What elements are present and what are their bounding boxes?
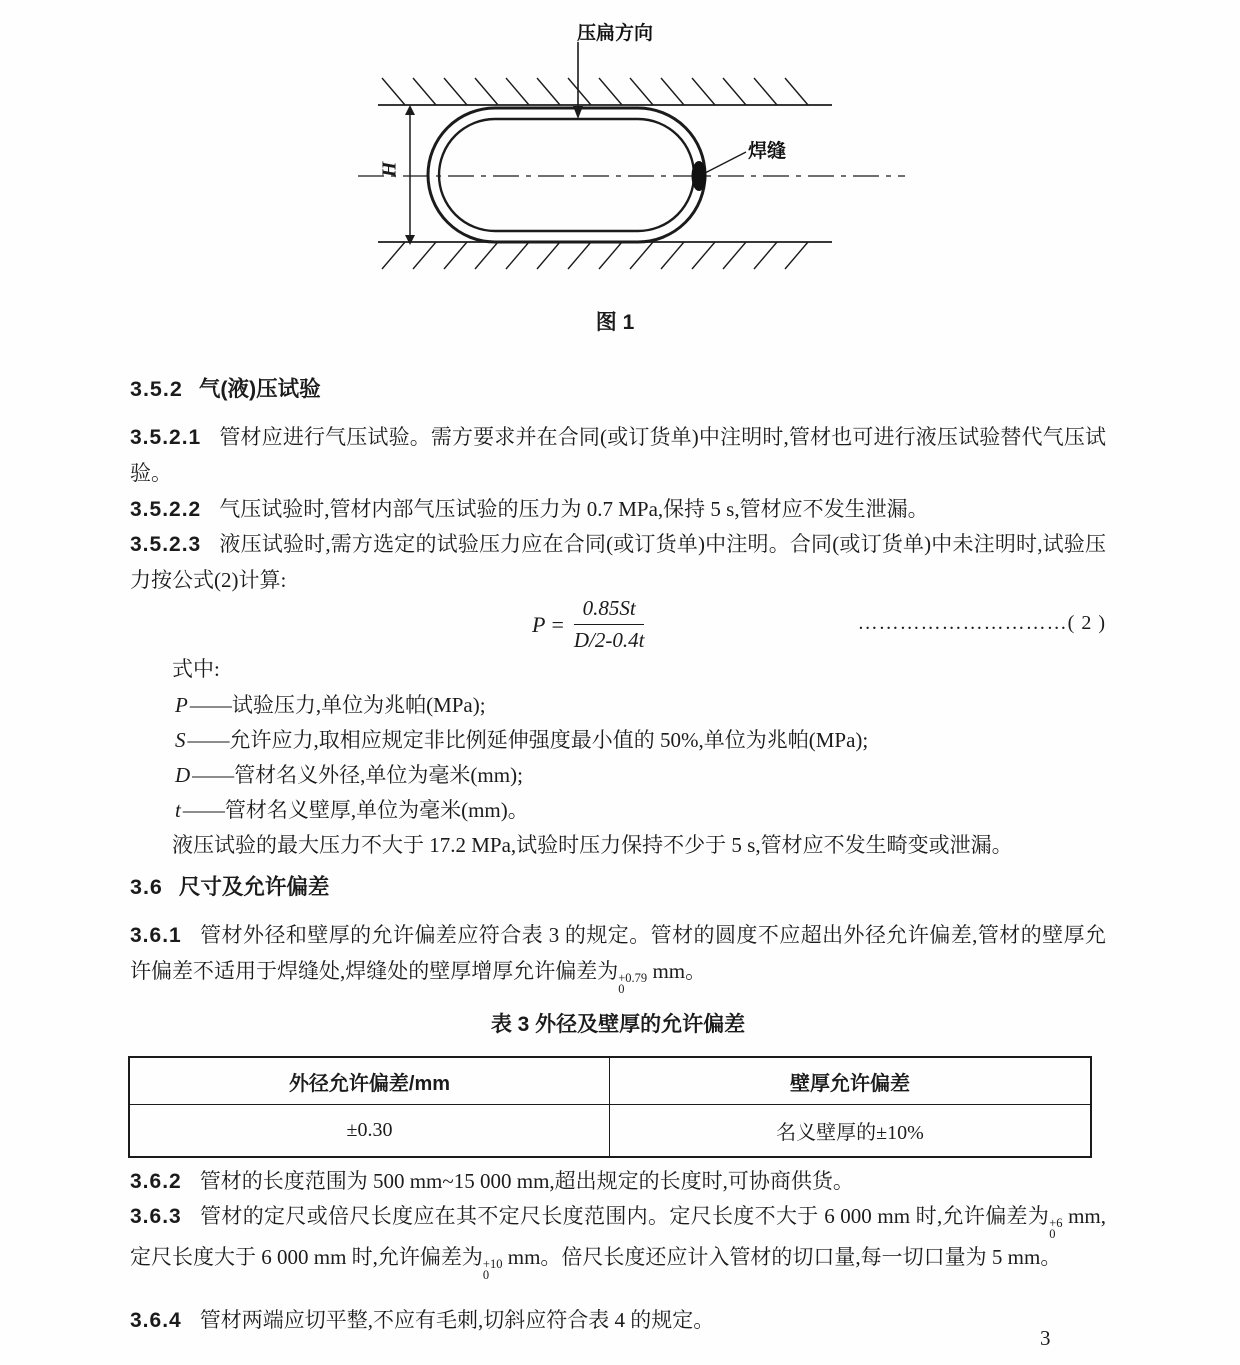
definition-text: 允许应力,取相应规定非比例延伸强度最小值的 50%,单位为兆帕(MPa); — [229, 728, 869, 752]
clause-3-6-heading — [130, 870, 1106, 901]
tube-inner-wall — [439, 119, 694, 231]
tolerance-stack — [618, 970, 648, 996]
top-hatching — [382, 78, 808, 105]
tolerance-upper: +6 — [1049, 1216, 1063, 1230]
where-label: 式中: — [172, 657, 220, 681]
paragraph-text: 管材外径和壁厚的允许偏差应符合表 3 的规定。管材的圆度不应超出外径允许偏差,管材的壁厚允许偏差不适用于焊缝处,焊缝处的壁厚增厚允许偏差为 — [130, 923, 1106, 983]
clause-number: 3.6.2 — [130, 1170, 182, 1193]
fraction — [574, 596, 645, 653]
paragraph-text: mm。 — [647, 958, 707, 983]
tube-outer-wall — [428, 108, 705, 242]
weld-leader-line — [705, 152, 746, 173]
paragraph-3-6-4 — [130, 1303, 1106, 1339]
paragraph-text: mm。倍尺长度还应计入管材的切口量,每一切口量为 5 mm。 — [502, 1245, 1062, 1269]
clause-number: 3.5.2 — [130, 377, 183, 401]
paragraph-3-5-2-2 — [130, 492, 1106, 528]
weld-seam-mark — [692, 161, 707, 191]
table-data-row — [130, 1105, 1090, 1156]
bottom-hatching — [382, 242, 808, 269]
figure-caption: 图 1 — [595, 311, 635, 334]
formula-dot-leader — [858, 612, 1106, 635]
definition-P — [175, 688, 1105, 724]
flatten-direction-label: 压扁方向 — [577, 23, 654, 44]
clause-number: 3.6.1 — [130, 924, 182, 947]
table-cell-od-tolerance: ±0.30 — [130, 1105, 610, 1156]
paragraph-text: 管材应进行气压试验。需方要求并在合同(或订货单)中注明时,管材也可进行液压试验替代气压试验。 — [130, 425, 1106, 485]
tolerance-upper: +10 — [482, 1257, 503, 1271]
formula-lhs: P — [532, 611, 546, 637]
paragraph-text: mm,定尺长度大于 6 000 mm 时,允许偏差为 — [130, 1204, 1106, 1269]
equals-sign: = — [551, 611, 564, 637]
table-cell-wall-tolerance: 名义壁厚的±10% — [776, 1122, 924, 1144]
table-3-caption: 表 3 外径及壁厚的允许偏差 — [490, 1013, 746, 1036]
clause-number: 3.5.2.2 — [130, 498, 202, 521]
symbol: P — [175, 693, 188, 717]
hydraulic-test-note: 液压试验的最大压力不大于 17.2 MPa,试验时压力保持不少于 5 s,管材应不发生畸变或泄漏。 — [172, 833, 1013, 857]
dash: —— — [189, 693, 232, 717]
formula-2-row — [130, 596, 1106, 660]
tolerance-lower: 0 — [482, 1268, 490, 1282]
weld-seam-label: 焊缝 — [748, 141, 787, 162]
arrowhead-down — [405, 235, 415, 245]
tolerance-lower: 0 — [1049, 1227, 1056, 1241]
formula-2 — [532, 596, 644, 653]
clause-number: 3.5.2.1 — [130, 426, 202, 449]
column-header-od-tolerance: 外径允许偏差/mm — [130, 1058, 610, 1104]
numerator: 0.85St — [574, 596, 645, 625]
clause-number: 3.5.2.3 — [130, 533, 202, 556]
table-header-row — [130, 1058, 1090, 1105]
dots: ………………………… — [857, 612, 1068, 634]
symbol: D — [175, 763, 191, 787]
figure-1-drawing — [340, 12, 940, 302]
dash: —— — [182, 798, 225, 822]
tolerance-stack — [1049, 1218, 1062, 1240]
tolerance-lower: 0 — [618, 981, 625, 996]
height-dimension-label: H — [378, 161, 401, 178]
symbol: t — [175, 798, 181, 822]
paragraph-3-5-2-3 — [130, 527, 1106, 598]
paragraph-3-6-2 — [130, 1164, 1106, 1200]
definition-text: 管材名义壁厚,单位为毫米(mm)。 — [224, 798, 529, 822]
definition-D — [175, 758, 1105, 794]
tolerance-stack — [483, 1259, 503, 1281]
clause-title: 气(液)压试验 — [198, 377, 321, 401]
paragraph-3-6-3 — [130, 1199, 1106, 1281]
definition-S — [175, 723, 1105, 759]
paragraph-text: 管材的长度范围为 500 mm~15 000 mm,超出规定的长度时,可协商供货。 — [199, 1169, 854, 1193]
definition-text: 管材名义外径,单位为毫米(mm); — [234, 763, 523, 787]
clause-number: 3.6 — [130, 875, 163, 899]
table-3 — [128, 1056, 1092, 1158]
definition-t — [175, 793, 1105, 829]
dash: —— — [192, 763, 235, 787]
paragraph-text: 管材的定尺或倍尺长度应在其不定尺长度范围内。定尺长度不大于 6 000 mm 时,允许偏差为 — [199, 1204, 1050, 1228]
clause-number: 3.6.4 — [130, 1309, 182, 1332]
column-header-wall-tolerance: 壁厚允许偏差 — [790, 1072, 910, 1095]
paragraph-text: 液压试验时,需方选定的试验压力应在合同(或订货单)中注明。合同(或订货单)中未注明时,试验压力按公式(2)计算: — [130, 532, 1106, 592]
paragraph-3-5-2-1 — [130, 420, 1106, 491]
denominator: D/2-0.4t — [573, 628, 645, 652]
paragraph-text: 气压试验时,管材内部气压试验的压力为 0.7 MPa,保持 5 s,管材应不发生泄漏。 — [219, 497, 929, 521]
clause-3-5-2-heading — [130, 372, 1106, 403]
clause-title: 尺寸及允许偏差 — [178, 875, 330, 899]
tolerance-upper: +0.79 — [618, 970, 648, 985]
clause-number: 3.6.3 — [130, 1205, 182, 1228]
page-number: 3 — [1040, 1326, 1051, 1350]
paragraph-text: 管材两端应切平整,不应有毛刺,切斜应符合表 4 的规定。 — [199, 1308, 715, 1332]
dash: —— — [187, 728, 230, 752]
equation-number: ( 2 ) — [1067, 612, 1106, 634]
symbol: S — [175, 728, 186, 752]
definition-text: 试验压力,单位为兆帕(MPa); — [231, 693, 486, 717]
arrowhead-up — [405, 105, 415, 115]
paragraph-3-6-1 — [130, 918, 1106, 995]
